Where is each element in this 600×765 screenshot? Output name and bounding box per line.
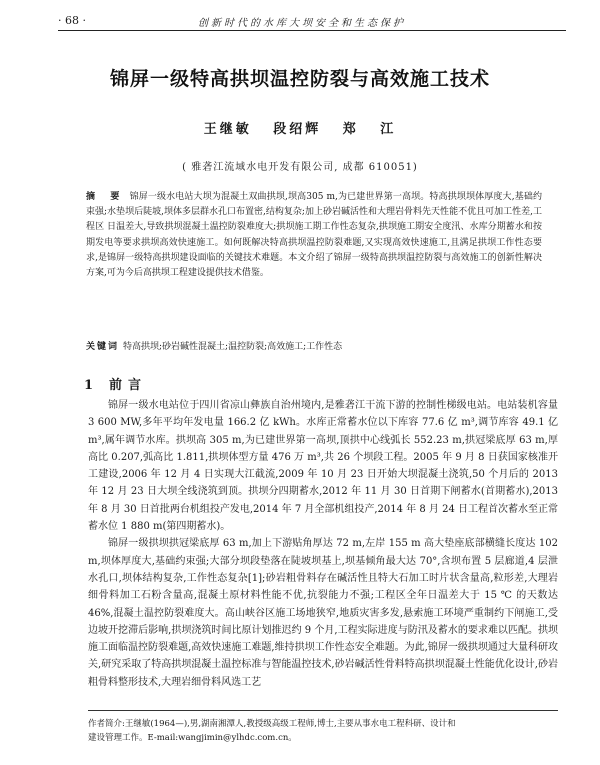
abstract-text: 锦屏一级水电站大坝为混凝土双曲拱坝,坝高305 m,为已建世界第一高坝。特高拱坝坝体厚度大,基础约束强;水垫坝后陡坡,坝体多层群水孔口布置密,结构复杂;加上砂岩碱活性和大理岩骨料先天性能不优且可加工性差,工程区 日温差大,导致拱坝混凝土温控防裂难度大;拱坝施工期工作性态复杂,拱坝施工期安全度汛、水库分期蓄水和按期发电等要求拱坝高效快速施工。如何既解决特高拱坝温控防裂难题,又实现高效快速施工,且满足拱坝工作性态要求,是锦屏一级特高拱坝建设面临的关键技术难题。本文介绍了锦屏一级特高拱坝温控防裂与高效施工的创新性解决方案,可为今后高拱坝工程建设提供技术借鉴。 (86, 192, 542, 279)
keywords-text: 特高拱坝;砂岩碱性混凝土;温控防裂;高效施工;工作性态 (123, 342, 343, 352)
running-header (58, 8, 566, 31)
abstract-label: 摘 要 (86, 192, 126, 202)
paragraph: 锦屏一级拱坝拱冠梁底厚 63 m,加上下游贴角厚达 72 m,左岸 155 m 高大垫座底部横缝长度达 102 m,坝体厚度大,基础约束强;大部分坝段垫落在陡坡坝基上,坝基倾角最大达 70°,含坝布置 5 层廊道,4 层泄水孔口,坝体结构复杂,工作性态复杂[1];砂岩粗骨料存在碱活性且特大石加工时片状含量高,粒形差,大理岩细骨料加工石粉含量高,混凝土原材料性能不优,抗裂能力不强;工程区全年日温差大于 15 ℃ 的天数达 46%,混凝土温控防裂难度大。高山峡谷区施工场地狭窄,地质灾害多发,悬索施工环境严重制约下闸施工,受边坡开挖滞后影响,拱坝浇筑时间比原计划推迟约 9 个月,工程实际进度与防汛及蓄水的要求难以匹配。拱坝施工面临温控防裂难题,高效快速施工难题,维持拱坝工作性态安全难题。为此,锦屏一级拱坝通过大量科研攻关,研究采取了特高拱坝混凝土温控标准与智能温控技术,砂岩碱活性骨料特高拱坝混凝土性能优化设计,砂岩粗骨料整形技术,大理岩细骨料风选工艺 (88, 538, 558, 688)
section-title: 前言 (109, 378, 148, 393)
body-text (88, 397, 558, 691)
paragraph: 锦屏一级水电站位于四川省凉山彝族自治州境内,是雅砻江干流下游的控制性梯级电站。电站装机容量 3 600 MW,多年平均年发电量 166.2 亿 kWh。水库正常蓄水位以下库容 77.6 亿 m³,调节库容 49.1 亿 m³,属年调节水库。拱坝高 305 m,为已建世界第一高坝,顶拱中心线弧长 552.23 m,拱冠梁底厚 63 m,厚高比 0.207,弧高比 1.811,拱坝体型方量 476 万 m³,共 26 个坝段工程。2005 年 9 月 8 日获国家核准开工建设,2006 年 12 月 4 日实现大江截流,2009 年 10 月 23 日开始大坝混凝土浇筑,50 个月后的 2013 年 12 月 23 日大坝全线浇筑到顶。拱坝分四期蓄水,2012 年 11 月 30 日首期下闸蓄水(首期蓄水),2013 年 8 月 30 日首批两台机组投产发电,2014 年 7 月全部机组投产,2014 年 8 月 24 日工程首次蓄水至正常蓄水位 1 880 m(第四期蓄水)。 (88, 400, 558, 533)
section-number: 1 (84, 378, 94, 393)
page-number: · 68 · (58, 14, 86, 27)
footnote-line: 作者简介:王继敏(1964—),男,湖南湘潭人,教授级高级工程师,博士,主要从事水电工程科研、设计和 (88, 719, 456, 729)
affiliation: ( 雅砻江流域水电开发有限公司, 成都 610051) (182, 162, 418, 173)
section-heading (84, 374, 147, 393)
keywords-label: 关键词 (86, 342, 120, 352)
abstract (86, 190, 542, 281)
footnote-line: 建设管理工作。E-mail:wangjimin@ylhdc.com.cn。 (88, 733, 297, 743)
author-list: 王继敏 段绍辉 郑 江 (203, 122, 397, 137)
running-title: 创新时代的水库大坝安全和生态保护 (198, 18, 406, 29)
author-footnote (88, 710, 558, 745)
paper-title: 锦屏一级特高拱坝温控防裂与高效施工技术 (109, 68, 490, 90)
keywords (86, 340, 542, 354)
